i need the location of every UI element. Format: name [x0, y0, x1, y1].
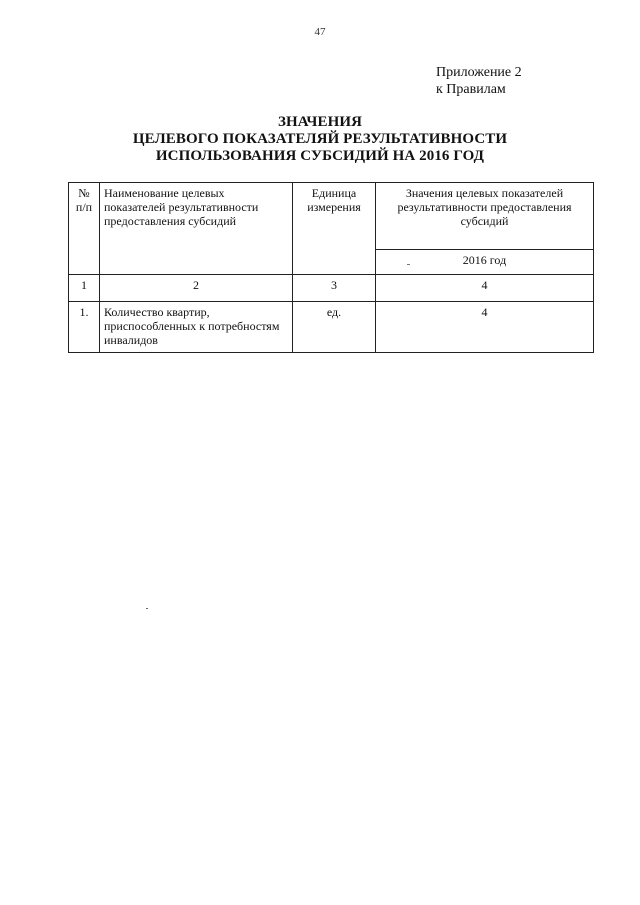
header-number-line-2: п/п	[75, 200, 93, 214]
row-indicator-name: Количество квартир, приспособленных к потребностям инвалидов	[100, 302, 293, 353]
table-index-row	[69, 275, 594, 302]
scan-speck	[407, 264, 410, 265]
appendix-line-1: Приложение 2	[436, 65, 522, 80]
table-header-row	[69, 183, 594, 250]
index-cell-4: 4	[376, 275, 594, 302]
index-cell-1: 1	[69, 275, 100, 302]
scan-dot	[146, 608, 148, 609]
header-values: Значения целевых показателей результативности предоставления субсидий	[376, 183, 594, 250]
document-title	[0, 114, 640, 165]
page-number: 47	[314, 26, 326, 38]
appendix-line-2: к Правилам	[436, 82, 506, 97]
index-cell-2: 2	[100, 275, 293, 302]
title-line-1: ЗНАЧЕНИЯ	[277, 114, 363, 130]
appendix-reference	[436, 64, 522, 98]
title-line-2: ЦЕЛЕВОГО ПОКАЗАТЕЛЯЙ РЕЗУЛЬТАТИВНОСТИ	[132, 131, 508, 147]
index-cell-3: 3	[293, 275, 376, 302]
row-number: 1.	[69, 302, 100, 353]
header-number-line-1: №	[78, 186, 90, 200]
header-number	[69, 183, 100, 275]
title-line-3: ИСПОЛЬЗОВАНИЯ СУБСИДИЙ НА 2016 ГОД	[155, 148, 485, 164]
indicator-values-table	[68, 182, 594, 353]
header-year: 2016 год	[376, 250, 594, 275]
row-unit: ед.	[293, 302, 376, 353]
row-value: 4	[376, 302, 594, 353]
header-indicator-name: Наименование целевых показателей результативности предоставления субсидий	[100, 183, 293, 275]
header-unit: Единица измерения	[293, 183, 376, 275]
table-row	[69, 302, 594, 353]
